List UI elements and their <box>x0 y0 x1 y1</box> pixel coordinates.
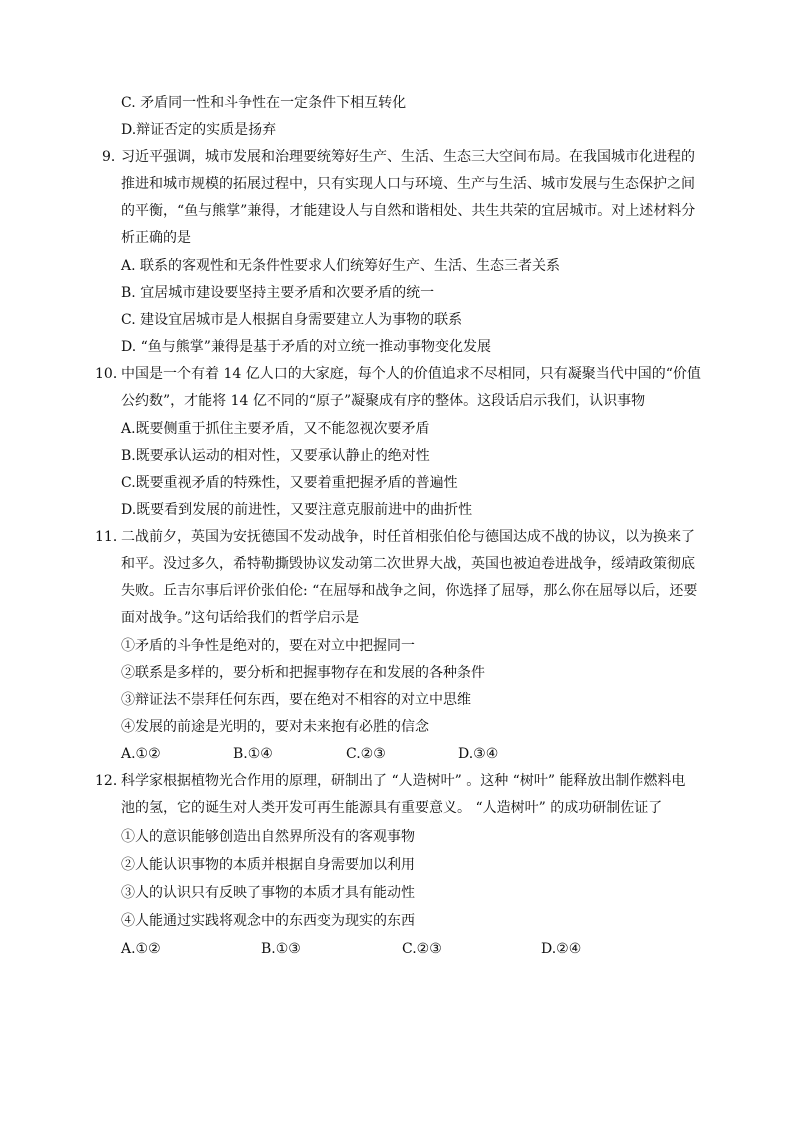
q11-statement: ④发展的前途是光明的，要对未来抱有必胜的信念 <box>121 719 429 735</box>
q9-option-c: C. 建设宜居城市是人根据自身需要建立人为事物的联系 <box>121 312 463 328</box>
q10-number: 10． <box>95 366 127 382</box>
q11-choice-c: C.②③ <box>346 746 386 762</box>
q11-statement: ①矛盾的斗争性是绝对的，要在对立中把握同一 <box>121 638 415 654</box>
q12-choice-c: C.②③ <box>402 941 442 957</box>
q8-option-c: C. 矛盾同一性和斗争性在一定条件下相互转化 <box>121 95 407 111</box>
q11-statement: ③辩证法不崇拜任何东西，要在绝对不相容的对立中思维 <box>121 692 471 708</box>
q12-number: 12． <box>95 773 127 789</box>
q10-option-d: D.既要看到发展的前进性，又要注意克服前进中的曲折性 <box>121 502 473 518</box>
q12-statement: ④人能通过实践将观念中的东西变为现实的东西 <box>121 913 415 929</box>
q9-stem-line: 推进和城市规模的拓展过程中，只有实现人口与环境、生产与生活、城市发展与生态保护之间 <box>121 176 695 192</box>
q11-choice-d: D.③④ <box>458 746 499 762</box>
q11-stem-line: 面对战争。”这句话给我们的哲学启示是 <box>121 610 360 626</box>
q12-choice-a: A.①② <box>121 941 161 957</box>
q9-stem-line: 的平衡，“鱼与熊掌”兼得，才能建设人与自然和谐相处、共生共荣的宜居城市。对上述材料分 <box>121 203 696 219</box>
q12-choice-d: D.②④ <box>541 941 582 957</box>
q12-choice-b: B.①③ <box>261 941 301 957</box>
q11-number: 11． <box>95 529 127 545</box>
q10-option-b: B.既要承认运动的相对性，又要承认静止的绝对性 <box>121 448 430 464</box>
q11-stem-line: 二战前夕，英国为安抚德国不发动战争，时任首相张伯伦与德国达成不战的协议，以为换来了 <box>121 529 695 545</box>
q10-option-a: A.既要侧重于抓住主要矛盾，又不能忽视次要矛盾 <box>121 421 430 437</box>
q9-option-b: B. 宜居城市建设要坚持主要矛盾和次要矛盾的统一 <box>121 285 435 301</box>
q11-stem-line: 失败。丘吉尔事后评价张伯伦: “在屈辱和战争之间，你选择了屈辱，那么你在屈辱以后，还要 <box>121 583 698 599</box>
q12-choices <box>121 939 681 959</box>
q12-stem-line: 池的氢，它的诞生对人类开发可再生能源具有重要意义。 “人造树叶” 的成功研制佐证了 <box>121 800 663 816</box>
q12-stem-line: 科学家根据植物光合作用的原理，研制出了 “人造树叶” 。这种 “树叶” 能释放出制作燃料电 <box>121 773 686 789</box>
q11-choice-b: B.①④ <box>233 746 273 762</box>
q9-stem-line: 习近平强调，城市发展和治理要统筹好生产、生活、生态三大空间布局。在我国城市化进程的 <box>121 149 695 165</box>
q11-statement: ②联系是多样的，要分析和把握事物存在和发展的各种条件 <box>121 665 485 681</box>
q10-option-c: C.既要重视矛盾的特殊性，又要着重把握矛盾的普遍性 <box>121 475 458 491</box>
q11-stem-line: 和平。没过多久，希特勒撕毁协议发动第二次世界大战，英国也被迫卷进战争，绥靖政策彻底 <box>121 556 695 572</box>
q10-stem-line: 公约数”，才能将 14 亿不同的“原子”凝聚成有序的整体。这段话启示我们，认识事物 <box>121 393 646 409</box>
q12-statement: ①人的意识能够创造出自然界所没有的客观事物 <box>121 829 415 845</box>
q8-option-d: D.辩证否定的实质是扬弃 <box>121 122 277 138</box>
q9-option-d: D. “鱼与熊掌”兼得是基于矛盾的对立统一推动事物变化发展 <box>121 339 491 355</box>
q12-statement: ②人能认识事物的本质并根据自身需要加以利用 <box>121 857 415 873</box>
q11-choice-a: A.①② <box>121 746 161 762</box>
q10-stem-line: 中国是一个有着 14 亿人口的大家庭，每个人的价值追求不尽相同，只有凝聚当代中国的“价值 <box>121 366 701 382</box>
q12-statement: ③人的认识只有反映了事物的本质才具有能动性 <box>121 885 415 901</box>
q11-choices <box>121 744 681 764</box>
q9-stem-line: 析正确的是 <box>121 230 191 246</box>
q9-option-a: A. 联系的客观性和无条件性要求人们统筹好生产、生活、生态三者关系 <box>121 258 561 274</box>
q9-number: 9． <box>102 149 125 165</box>
